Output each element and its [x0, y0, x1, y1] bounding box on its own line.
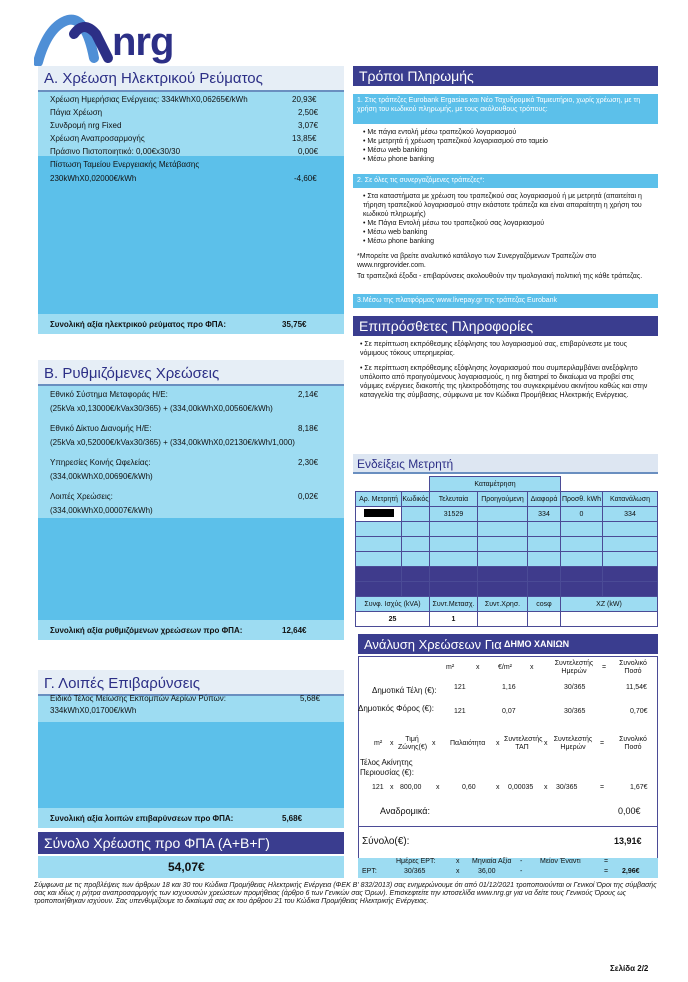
payment-p1-list [363, 128, 548, 164]
a-row-value: -4,60€ [294, 174, 317, 183]
meter-foot-header: XZ (kW) [561, 597, 658, 612]
meter-cell [478, 507, 528, 522]
section-a-header [38, 66, 344, 92]
payment-p2-item: • Μέσω web banking [363, 229, 428, 236]
analysis-total-label: Σύνολο(€): [362, 836, 410, 847]
grand-total-title: Σύνολο Χρέωσης προ ΦΠΑ (Α+Β+Γ) [44, 835, 270, 851]
payment-note: *Μπορείτε να βρείτε αναλυτικό κατάλογο των Συνεργαζόμενων Τραπεζών στο www.nrgprovider.com. [357, 253, 597, 269]
meter-foot-value [528, 612, 561, 627]
meter-foot-value: 25 [356, 612, 430, 627]
c-row-label: Ειδικό Τέλος Μείωσης Εκπομπών Αερίων Ρύπων: [50, 694, 226, 703]
c-row-label-2: 334kWhX0,01700€/kWh [50, 706, 137, 715]
meter-empty-row [356, 522, 658, 537]
payment-p1: 1. Στις τράπεζες Eurobank Ergasias και Νέο Ταχυδρομικό Ταμιευτήριο, χωρίς χρέωση, με τη χρήση του κωδικού πληρωμής, με τους ακόλουθους τρόπους: [357, 97, 641, 113]
payment-p2-list [363, 192, 653, 246]
b-item-detail: (334,00kWhX0,00690€/kWh) [50, 472, 153, 481]
retroactive-value: 0,00€ [618, 806, 641, 816]
meter-group-header: Καταμέτρηση [430, 477, 561, 492]
analysis-header-row-2: m² x Τιμή Ζώνης(€) x Παλαιότητα x Συντελεστής ΤΑΠ x Συντελεστής Ημερών = Συνολικό Ποσό [374, 736, 647, 751]
a-row-label: Χρέωση Αναπροσαρμογής [50, 134, 145, 143]
a-row-value: 3,07€ [298, 121, 319, 130]
grand-total-value: 54,07€ [168, 860, 205, 874]
meter-foot-value [478, 612, 528, 627]
payment-p1-item: • Με πάγια εντολή μέσω τραπεζικού λογαριασμού [363, 129, 517, 136]
payment-p3: 3.Μέσω της πλατφόρμας www.livepay.gr της τράπεζας Eurobank [357, 297, 558, 304]
a-row-label: Πίστωση Ταμείου Ενεργειακής Μετάβασης [50, 160, 200, 169]
a-row-label: 230kWhX0,02000€/kWh [50, 174, 137, 183]
meter-empty-row [356, 552, 658, 567]
a-row-value: 13,85€ [292, 134, 317, 143]
tax-label: Δημοτικά Τέλη (€): [372, 686, 437, 695]
footer-legal-text: Σύμφωνα με τις προβλέψεις των άρθρων 18 και 30 του Κώδικα Προμήθειας Ηλεκτρικής Ενέργεια (ΦΕΚ Β' 832/2013) σας ενημερώνουμε ότι από 01/12/2021 τροποποιούνται οι Γενικοί Όροι της σύμβασής σας και ιδίως η ρήτρα αναπροσαρμογής των ισχυουσών χρεώσεων προμήθειας (άρθρο 6 των Γενικών σας Όρων). Επισκεφτείτε την ιστοσελίδα www.nrg.gr για να δείτε τους Γενικούς Όρους ως τροποποιήθηκαν ισχύουν. Σας υπενθυμίζουμε το δικαίωμά σας εκ του άρθρου 21 του Κώδικα Προμήθειας Ηλεκτρικής Ενέργειας. [34, 882, 657, 905]
a-row-value: 20,93€ [292, 95, 317, 104]
meter-empty-row [356, 582, 658, 597]
b-item-value: 2,30€ [298, 458, 319, 467]
nrg-logo [34, 14, 194, 66]
b-total-label: Συνολική αξία ρυθμιζόμενων χρεώσεων προ ΦΠΑ: [50, 626, 243, 635]
payment-p2-item: • Με Πάγια Εντολή μέσω του τραπεζικού σας λογαριασμού [363, 220, 545, 227]
meter-data-row [356, 507, 658, 522]
info-title: Επιπρόσθετες Πληροφορίες [359, 318, 534, 334]
b-item-detail: (25kVa x0,13000€/kVax30/365) + (334,00kWhX0,00560€/kWh) [50, 404, 273, 413]
meter-title: Ενδείξεις Μετρητή [357, 457, 454, 471]
a-row-label: Πράσινο Πιστοποιητικό: 0,00€x30/30 [50, 147, 181, 156]
a-row-label: Χρέωση Ημερήσιας Ενέργειας: 334kWhX0,06265€/kWh [50, 95, 248, 104]
meter-foot-header: Συνφ. Ισχύς (kVA) [356, 597, 430, 612]
b-item-detail: (334,00kWhX0,00007€/kWh) [50, 506, 153, 515]
payment-p1-item: • Μέσω phone banking [363, 156, 435, 163]
ert-label: ΕΡΤ: [362, 868, 377, 875]
b-item-label: Εθνικό Σύστημα Μεταφοράς Η/Ε: [50, 390, 168, 399]
meter-foot-value: 1 [430, 612, 478, 627]
info-item: • Σε περίπτωση εκπρόθεσμης εξόφλησης λογαριασμού που συμπεριλαμβάνει ανεξόφλητο υπόλοιπο από προηγούμενους λογαριασμούς, η nrg διατηρεί το δικαίωμα να προβεί στις νόμιμες ενέργειες διακοπής της ηλεκτροδότησης του συγκεκριμένου ακινήτου καθώς και στην καταγγελία της σύμβασης, σύμφωνα με τον Κώδικα Προμήθειας Ηλεκτρικής Ενέργειας. [360, 365, 648, 399]
analysis-title: Ανάλυση Χρεώσεων Για [364, 637, 502, 652]
analysis-header [358, 634, 658, 654]
meter-cell: 334 [603, 507, 658, 522]
meter-empty-row [356, 567, 658, 582]
c-total-label: Συνολική αξία λοιπών επιβαρύνσεων προ ΦΠΑ: [50, 814, 234, 823]
analysis-header-row-1: m² x €/m² x Συντελεστής Ημερών = Συνολικό Ποσό [446, 660, 647, 675]
meter-cell: 334 [528, 507, 561, 522]
page-number: Σελίδα 2/2 [610, 964, 649, 973]
meter-header-row [356, 492, 658, 507]
c-total-value: 5,68€ [282, 814, 303, 823]
meter-foot-table [355, 596, 658, 627]
payment-p2: 2. Σε όλες τις συνεργαζόμενες τράπεζες*: [357, 177, 485, 184]
info-item: • Σε περίπτωση εκπρόθεσμης εξόφλησης του λογαριασμού σας, επιβαρύνεστε με τους νόμιμους τόκους υπερημερίας. [360, 341, 628, 357]
b-item-detail: (25kVa x0,52000€/kVax30/365) + (334,00kWhX0,02130€/kWh/1,000) [50, 438, 295, 447]
meter-group-row [356, 477, 658, 492]
meter-foot-header: Συντ.Μετασχ. [430, 597, 478, 612]
meter-table [355, 476, 658, 597]
meter-number-cell [356, 507, 402, 522]
b-item-value: 2,14€ [298, 390, 319, 399]
c-row-value: 5,68€ [300, 694, 321, 703]
section-c-header [38, 670, 344, 696]
meter-foot-value-row [356, 612, 658, 627]
section-b-title: Β. Ρυθμιζόμενες Χρεώσεις [44, 365, 220, 382]
payment-header [353, 66, 658, 86]
meter-cell [402, 507, 430, 522]
b-item-label: Λοιπές Χρεώσεις: [50, 492, 113, 501]
b-item-label: Εθνικό Δίκτυο Διανομής Η/Ε: [50, 424, 152, 433]
redacted-meter-number [364, 509, 394, 517]
meter-col-header: Τελευταία [430, 492, 478, 507]
meter-col-header: Προσθ. kWh [561, 492, 603, 507]
property-tax-label: Τέλος Ακίνητης Περιουσίας (€): [360, 758, 414, 777]
info-list [360, 340, 650, 400]
retroactive-label: Αναδρομικά: [380, 806, 430, 816]
logo-text: nrg [112, 20, 174, 64]
payment-note-2: Τα τραπεζικά έξοδα - επιβαρύνσεις ακολουθούν την τιμολογιακή πολιτική της κάθε τράπεζας. [357, 273, 643, 280]
a-row-value: 0,00€ [298, 147, 319, 156]
meter-col-header: Προηγούμενη [478, 492, 528, 507]
meter-header [353, 454, 658, 474]
meter-col-header: Κατανάλωση [603, 492, 658, 507]
a-row-label: Πάγια Χρέωση [50, 108, 103, 117]
a-total-label: Συνολική αξία ηλεκτρικού ρεύματος προ ΦΠΑ: [50, 320, 226, 329]
meter-foot-header: cosφ [528, 597, 561, 612]
meter-cell: 0 [561, 507, 603, 522]
analysis-total-line [358, 826, 658, 827]
meter-cell: 31529 [430, 507, 478, 522]
meter-col-header: Αρ. Μετρητή [356, 492, 402, 507]
info-header [353, 316, 658, 336]
payment-p2-item: • Στα καταστήματα με χρέωση του τραπεζικού σας λογαριασμού ή με μετρητά (απαιτείται η τήρηση τραπεζικού λογαριασμού στην εκάστοτε τράπεζα και είναι απαραίτητη η χρήση του κωδικού πληρωμής) [363, 193, 642, 218]
grand-total-header [38, 832, 344, 854]
meter-foot-header-row [356, 597, 658, 612]
payment-title: Τρόποι Πληρωμής [359, 68, 474, 84]
a-row-label: Συνδρομή nrg Fixed [50, 121, 122, 130]
analysis-municipality: ΔΗΜΟ ΧΑΝΙΩΝ [504, 639, 570, 649]
payment-p1-item: • Με μετρητά ή χρέωση τραπεζικού λογαριασμού στο ταμείο [363, 138, 548, 145]
analysis-total-value: 13,91€ [614, 836, 642, 846]
a-total-value: 35,75€ [282, 320, 307, 329]
payment-p1-item: • Μέσω web banking [363, 147, 428, 154]
meter-col-header: Κωδικός [402, 492, 430, 507]
b-item-label: Υπηρεσίες Κοινής Ωφελείας: [50, 458, 151, 467]
tax-label: Δημοτικός Φόρος (€): [358, 704, 435, 713]
b-item-value: 8,18€ [298, 424, 319, 433]
section-b-header [38, 360, 344, 386]
meter-empty-row [356, 537, 658, 552]
meter-foot-header: Συντ.Χρησ. [478, 597, 528, 612]
meter-col-header: Διαφορά [528, 492, 561, 507]
b-total-value: 12,64€ [282, 626, 307, 635]
section-a-title: Α. Χρέωση Ηλεκτρικού Ρεύματος [44, 70, 263, 87]
payment-p2-item: • Μέσω phone banking [363, 238, 435, 245]
section-c-title: Γ. Λοιπές Επιβαρύνσεις [44, 675, 200, 692]
b-item-value: 0,02€ [298, 492, 319, 501]
meter-foot-value [561, 612, 658, 627]
a-row-value: 2,50€ [298, 108, 319, 117]
